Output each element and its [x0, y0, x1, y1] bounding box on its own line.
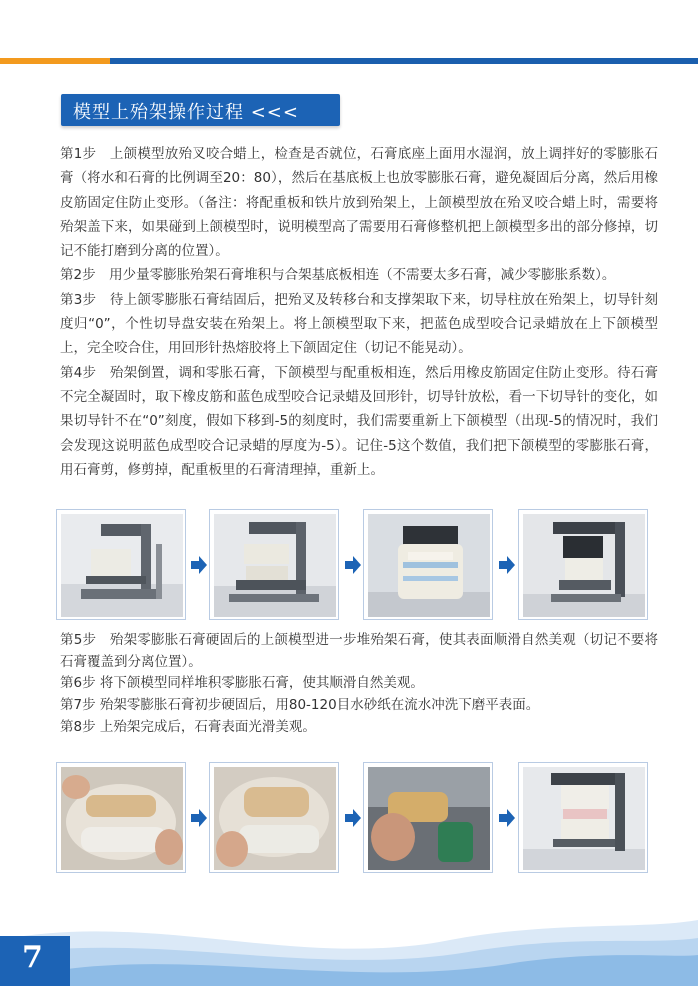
step-paragraph: 第1步 上颌模型放殆叉咬合蜡上，检查是否就位，石膏底座上面用水湿润，放上调拌好的零膨胀石膏（将水和石膏的比例调至20：80），然后在基底板上也放零膨胀石膏，避免凝固后分离，然后用橡皮筋固定住防止变形。（备注：将配重板和铁片放到殆架上，上颌模型放在殆叉咬合蜡上时，需要将殆架盖下来，如果碰到上颌模型时，说明模型高了需要用石膏修整机把上颌模型多出的部分修掉，切记不能打磨到分离的位置）。 — [60, 146, 658, 260]
step-paragraph: 第4步 殆架倒置，调和零胀石膏，下颌模型与配重板相连，然后用橡皮筋固定住防止变形。待石膏不完全凝固时，取下橡皮筋和蓝色成型咬合记录蜡及回形针，切导针放松，看一下切导针的变化，如果切导针不在“0”刻度，假如下移到-5的刻度时，我们需要重新上下颌模型（出现-5的情况时，我们会发现这说明蓝色成型咬合记录蜡的厚度为-5）。记住-5这个数值，我们把下颌模型的零膨胀石膏，用石膏剪，修剪掉，配重板里的石膏清理掉，重新上。 — [60, 364, 658, 478]
photo-row-2 — [56, 762, 656, 875]
arrow-right-icon — [345, 556, 361, 574]
steps-text-block-2 — [60, 630, 658, 739]
step-paragraph: 第8步 上殆架完成后，石膏表面光滑美观。 — [60, 718, 316, 735]
arrow-right-icon — [499, 556, 515, 574]
arrow-right-icon — [191, 809, 207, 827]
step-paragraph: 第2步 用少量零膨胀殆架石膏堆积与合架基底板相连（不需要太多石膏，减少零膨胀系数）。 — [60, 267, 616, 284]
arrow-right-icon — [499, 809, 515, 827]
step-paragraph: 第3步 待上颌零膨胀石膏结固后，把殆叉及转移台和支撑架取下来，切导柱放在殆架上，切导针刻度归“0”，个性切导盘安装在殆架上。将上颌模型取下来，把蓝色成型咬合记录蜡放在上下颌模型上，完全咬合住，用回形针热熔胶将上下颌固定住（切记不能晃动）。 — [60, 291, 658, 357]
arrow-right-icon — [191, 556, 207, 574]
page-number: 7 — [22, 940, 43, 975]
articulator-step-photo — [56, 509, 186, 620]
arrow-right-icon — [345, 809, 361, 827]
step-paragraph: 第7步 殆架零膨胀石膏初步硬固后，用80-120目水砂纸在流水冲洗下磨平表面。 — [60, 697, 540, 714]
header-stripe-blue — [110, 58, 698, 64]
section-title-banner — [61, 94, 340, 126]
step-paragraph: 第5步 殆架零膨胀石膏硬固后的上颌模型进一步堆殆架石膏，使其表面顺滑自然美观（切记不要将石膏覆盖到分离位置）。 — [60, 632, 658, 670]
plaster-model-photo — [363, 509, 493, 620]
finished-articulator-photo — [518, 762, 648, 873]
sanding-model-photo — [363, 762, 493, 873]
header-stripe — [0, 58, 698, 64]
section-title: 模型上殆架操作过程 <<< — [73, 102, 299, 123]
photo-row-1 — [56, 509, 656, 622]
articulator-finished-photo — [518, 509, 648, 620]
articulator-step-photo — [209, 509, 339, 620]
steps-text-block-1 — [60, 142, 658, 482]
trimming-model-photo — [209, 762, 339, 873]
header-stripe-orange — [0, 58, 110, 64]
page-number-box — [0, 936, 70, 986]
trimming-model-photo — [56, 762, 186, 873]
footer-wave-decoration — [0, 900, 698, 986]
step-paragraph: 第6步 将下颌模型同样堆积零膨胀石膏，使其顺滑自然美观。 — [60, 675, 424, 692]
